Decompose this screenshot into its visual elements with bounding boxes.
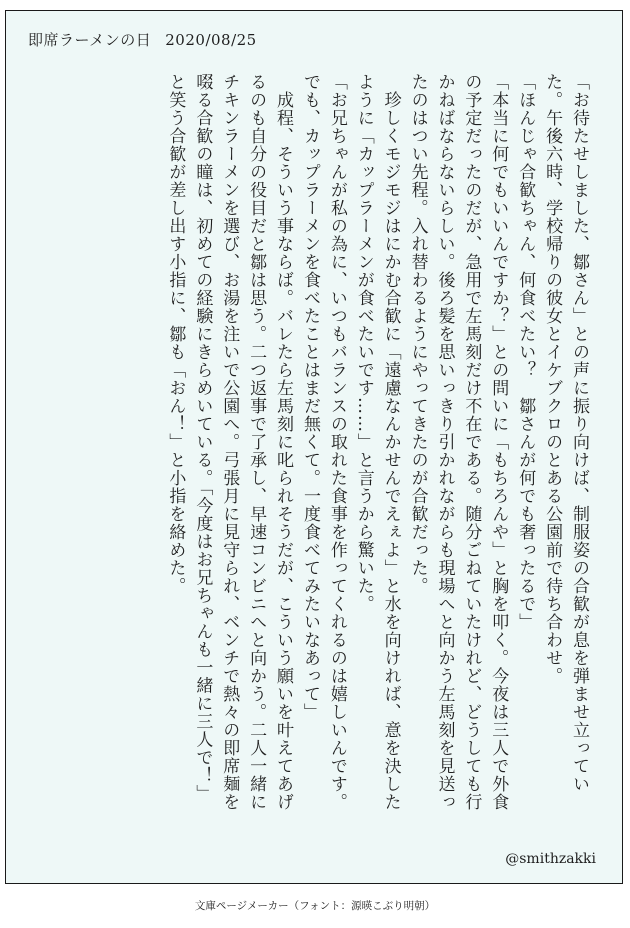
paragraph: 成程、そういう事ならば。バレたら左馬刻に叱られそうだが、こういう願いを叶えてあげるのも自分の役目だと鄒は思う。二つ返事で了承し、早速コンビニへと向かう。二人一緒にチキンラーメンを選び、お湯を注いで公園へ。弓張月に見守られ、ベンチで熱々の即席麺を啜る合歓の瞳は、初めての経験にきらめいている。「今度はお兄ちゃんも一緒に三人で！」と笑う合歓が差し出す小指に、鄒も「おん！」と小指を絡めた。 [165, 73, 294, 811]
page-title: 即席ラーメンの日 [28, 31, 152, 49]
paragraph: 「お待たせしました、鄒さん」との声に振り向けば、制服姿の合歓が息を弾ませ立っていた。午後六時、学校帰りの彼女とイケブクロのとある公園前で待ち合わせ。 [542, 73, 589, 793]
author-credit: @smithzakki [505, 851, 596, 867]
footer-note: 文庫ページメーカー（フォント：源暎こぶり明朝） [194, 900, 436, 912]
paragraph: 珍しくモジモジはにかむ合歓に「遠慮なんかせんでえぇよ」と水を向ければ、意を決したように「カップラーメンが食べたいです……」と言うから驚いた。 [353, 73, 401, 811]
paragraph: 「ほんじゃ合歓ちゃん、何食べたい？ 鄒さんが何でも奢ったるで」 [515, 73, 536, 631]
paragraph: 「お兄ちゃんが私の為に、いつもバランスの取れた食事を作ってくれるのは嬉しいんです。でも、カップラーメンを食べたことはまだ無くて。一度食べてみたいなあって」 [299, 73, 347, 811]
page-date: 2020/08/25 [165, 31, 257, 49]
text-card [5, 10, 623, 884]
paragraph: 「本当に何でもいいんですか？」との問いに「もちろんや」と胸を叩く。今夜は三人で外食の予定だったのだが、急用で左馬刻だけ不在である。随分ごねていたけれど、どうしても行かねばならないらしい。後ろ髪を思いっきり引かれながらも現場へと向かう左馬刻を見送ったのはつい先程。入れ替わるようにやってきたのが合歓だった。 [407, 73, 509, 811]
page-header [28, 29, 257, 50]
vertical-text-body [36, 73, 592, 815]
